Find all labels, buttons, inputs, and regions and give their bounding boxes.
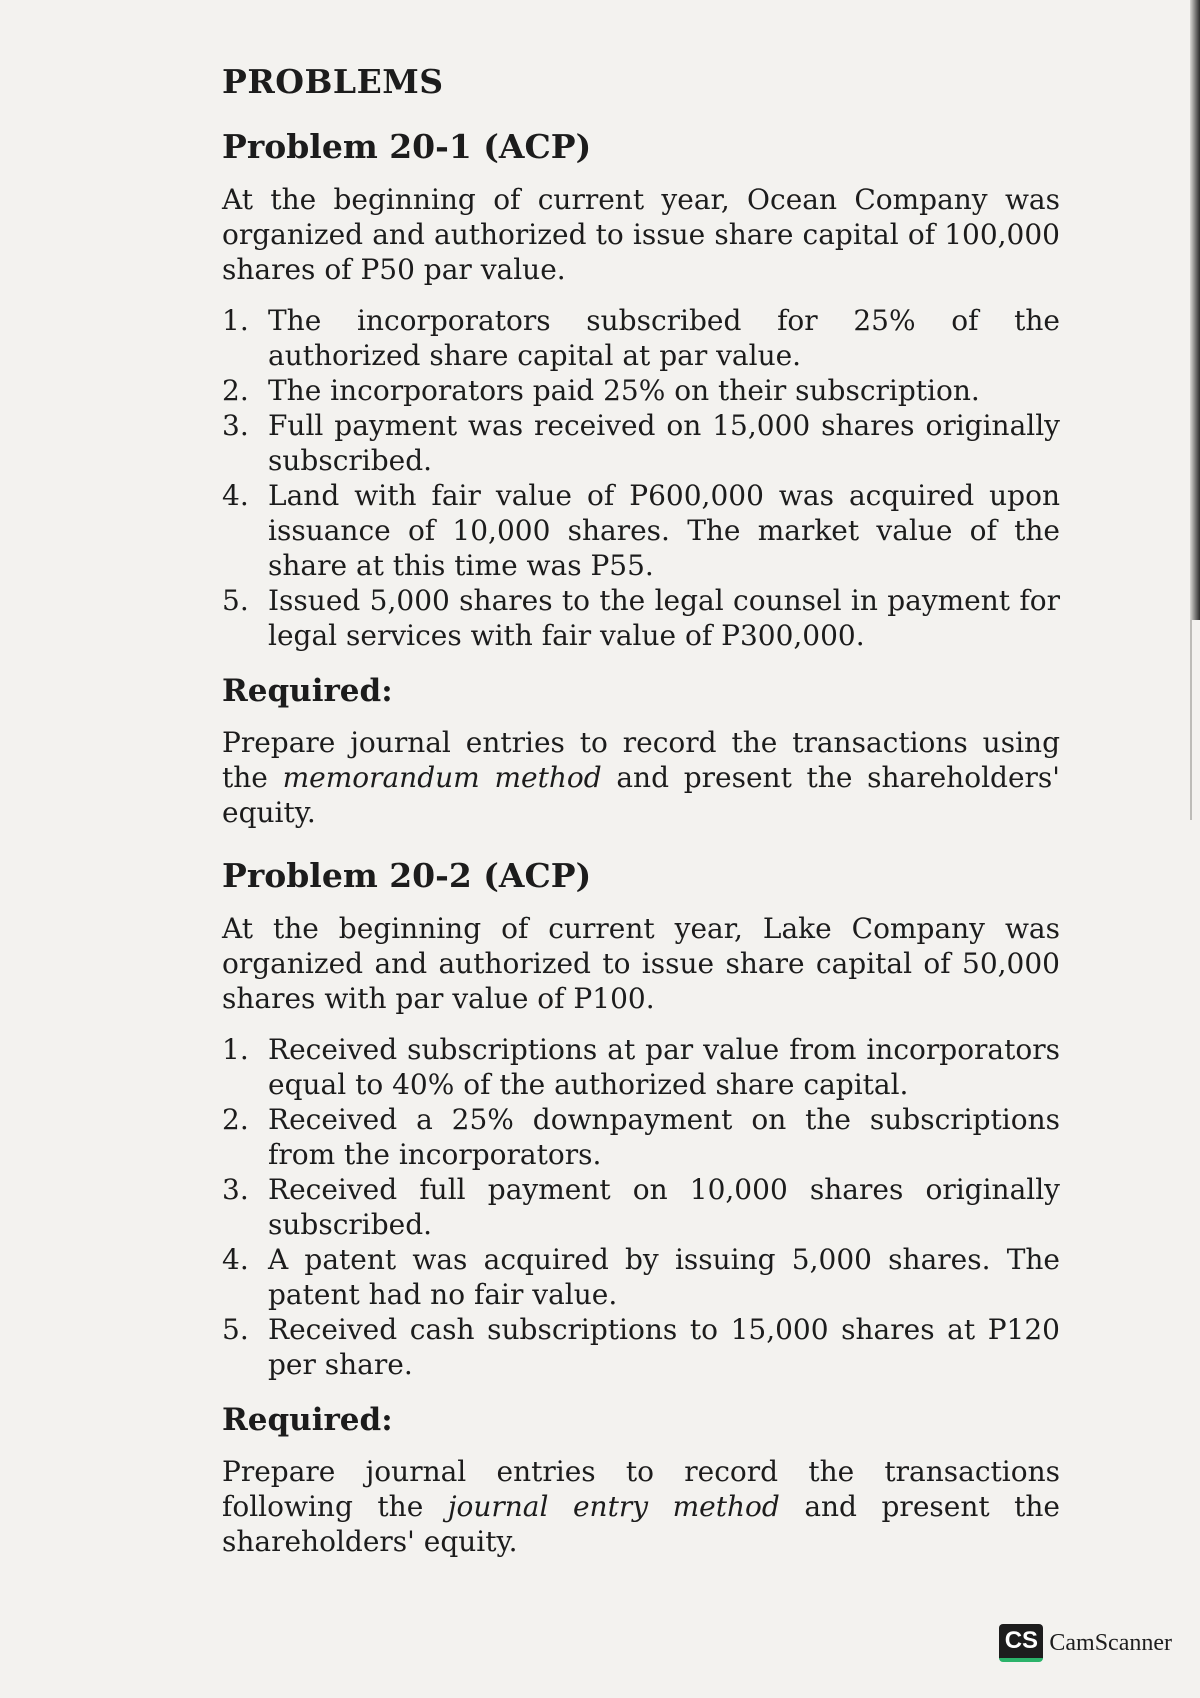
item-text: The incorporators paid 25% on their subscription. — [268, 374, 980, 407]
item-number: 1. — [222, 1033, 249, 1066]
list-item — [222, 303, 1060, 373]
item-text: The incorporators subscribed for 25% of the authorized share capital at par value. — [268, 304, 1060, 372]
item-text: Received cash subscriptions to 15,000 shares at P120 per share. — [268, 1313, 1060, 1381]
problem-20-2 — [222, 856, 1060, 1559]
section-heading: PROBLEMS — [222, 62, 444, 101]
item-number: 5. — [222, 1313, 249, 1346]
item-text: Land with fair value of P600,000 was acquired upon issuance of 10,000 shares. The market value of the share at this time was P55. — [268, 479, 1060, 582]
item-text: Issued 5,000 shares to the legal counsel in payment for legal services with fair value of P300,000. — [268, 584, 1060, 652]
required-text-end: and present the shareholders' equity. — [222, 1490, 1061, 1558]
spacer — [222, 846, 1060, 856]
item-number: 3. — [222, 409, 249, 442]
item-text: Full payment was received on 15,000 shares originally subscribed. — [268, 409, 1060, 477]
camscanner-label: CamScanner — [1049, 1629, 1172, 1656]
item-text: A patent was acquired by issuing 5,000 shares. The patent had no fair value. — [268, 1243, 1060, 1311]
item-text: Received subscriptions at par value from incorporators equal to 40% of the authorized share capital. — [268, 1033, 1060, 1101]
list-item — [222, 373, 1060, 408]
item-number: 2. — [222, 374, 249, 407]
list-item — [222, 478, 1060, 583]
required-method: memorandum method — [282, 761, 602, 794]
required-text-start: Prepare journal entries to record the transactions using the — [222, 726, 1060, 794]
item-number: 5. — [222, 584, 249, 617]
required-text-end: and present the shareholders' equity. — [222, 761, 1060, 829]
item-number: 1. — [222, 304, 249, 337]
list-item — [222, 1242, 1060, 1312]
page-edge-line — [1190, 620, 1192, 820]
camscanner-watermark — [999, 1624, 1172, 1662]
required-text — [222, 725, 1060, 830]
required-heading: Required: — [222, 1402, 393, 1438]
page-edge-shadow — [1190, 0, 1200, 620]
document-body — [222, 62, 1060, 1575]
list-item — [222, 1172, 1060, 1242]
required-heading: Required: — [222, 673, 393, 709]
required-text — [222, 1454, 1060, 1559]
problem-title: Problem 20-2 (ACP) — [222, 856, 592, 895]
problem-intro: At the beginning of current year, Ocean Company was organized and authorized to issue share capital of 100,000 shares of P50 par value. — [222, 183, 1060, 286]
problem-intro: At the beginning of current year, Lake Company was organized and authorized to issue share capital of 50,000 shares with par value of P100. — [222, 912, 1060, 1015]
list-item — [222, 1102, 1060, 1172]
list-item — [222, 408, 1060, 478]
item-number: 4. — [222, 1243, 249, 1276]
list-item — [222, 1032, 1060, 1102]
transaction-list — [222, 303, 1060, 653]
item-number: 2. — [222, 1103, 249, 1136]
item-number: 4. — [222, 479, 249, 512]
problem-title: Problem 20-1 (ACP) — [222, 127, 592, 166]
item-text: Received full payment on 10,000 shares originally subscribed. — [268, 1173, 1060, 1241]
item-number: 3. — [222, 1173, 249, 1206]
list-item — [222, 583, 1060, 653]
camscanner-logo-icon: CS — [999, 1624, 1043, 1662]
list-item — [222, 1312, 1060, 1382]
required-text-start: Prepare journal entries to record the transactions following the — [222, 1455, 1060, 1523]
problem-20-1 — [222, 127, 1060, 830]
item-text: Received a 25% downpayment on the subscriptions from the incorporators. — [268, 1103, 1060, 1171]
required-method: journal entry method — [447, 1490, 780, 1523]
transaction-list — [222, 1032, 1060, 1382]
